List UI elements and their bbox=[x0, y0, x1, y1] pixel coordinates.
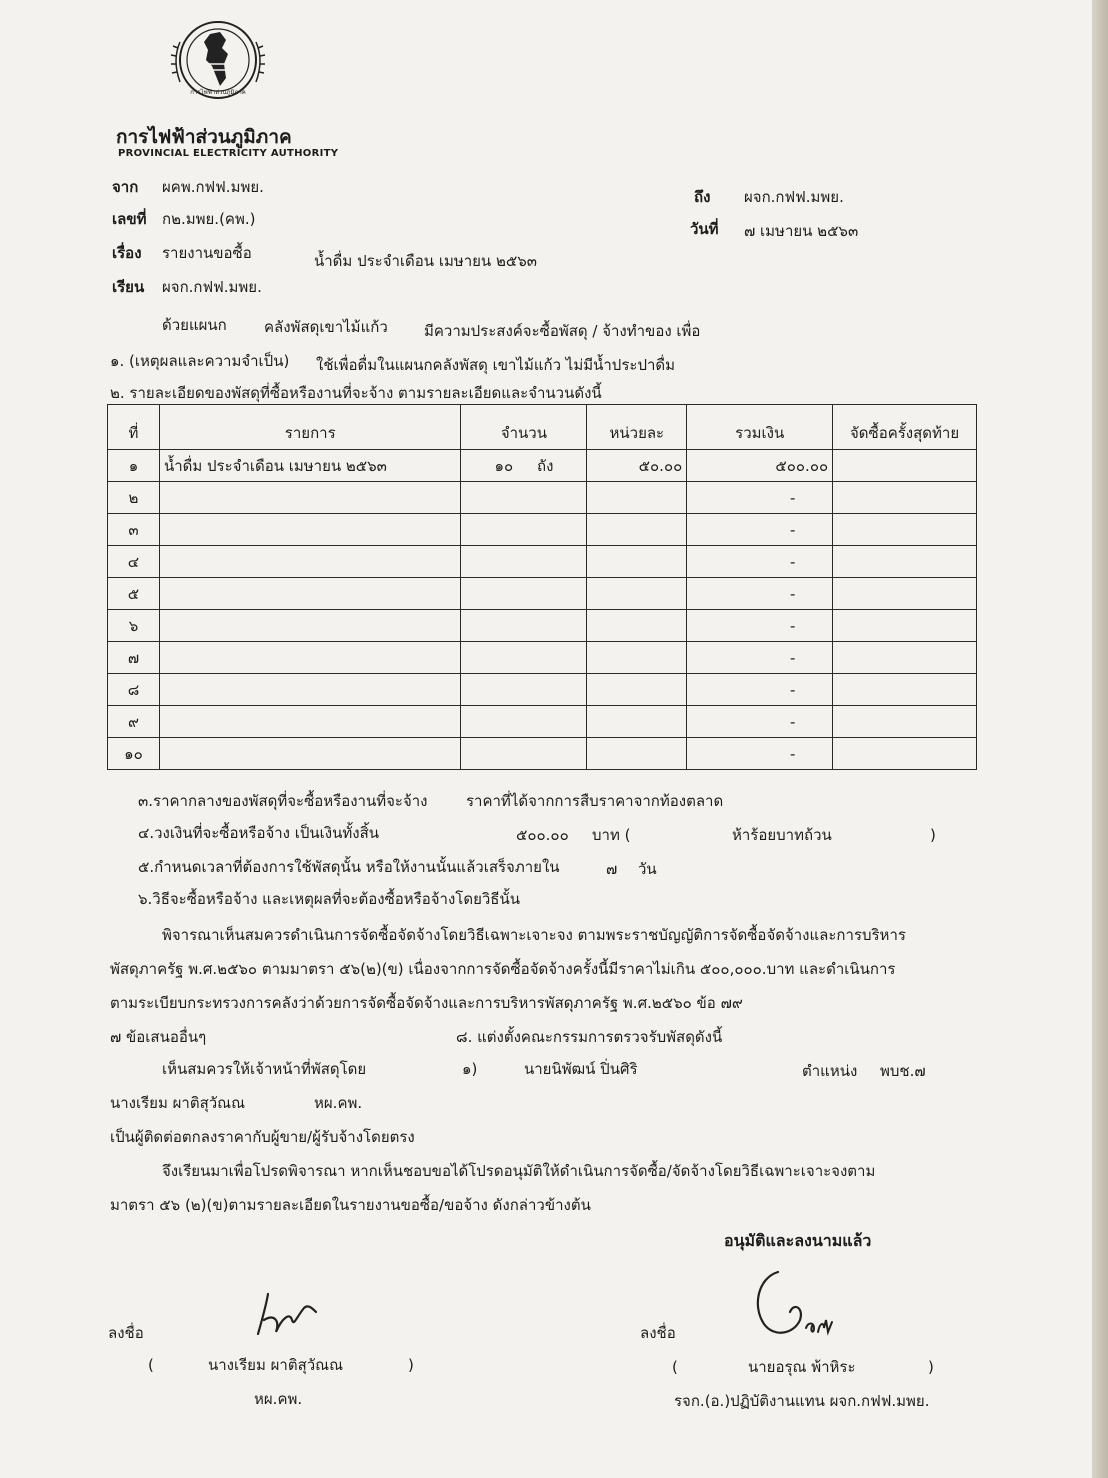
col-header-last-purchase: จัดซื้อครั้งสุดท้าย bbox=[833, 405, 977, 450]
row-last-purchase bbox=[833, 674, 977, 706]
row-last-purchase bbox=[833, 450, 977, 482]
budget-label: ๔.วงเงินที่จะซื้อหรือจ้าง เป็นเงินทั้งสิ้น bbox=[138, 824, 379, 842]
col-header-total: รวมเงิน bbox=[687, 405, 833, 450]
table-row bbox=[108, 738, 977, 770]
row-qty bbox=[461, 578, 587, 610]
row-item bbox=[159, 706, 461, 738]
row-no: ๑ bbox=[108, 450, 160, 482]
to-value: ผจก.กฟฟ.มพย. bbox=[744, 188, 844, 206]
row-item bbox=[159, 610, 461, 642]
row-last-purchase bbox=[833, 610, 977, 642]
row-item bbox=[159, 642, 461, 674]
row-item bbox=[159, 514, 461, 546]
pea-logo bbox=[160, 12, 278, 108]
deadline-unit: วัน bbox=[638, 860, 657, 878]
left-signer-name: นางเรียม ผาติสุวัณณ bbox=[208, 1356, 343, 1374]
row-total: - bbox=[687, 482, 833, 514]
date-value: ๗ เมษายน ๒๕๖๓ bbox=[744, 222, 859, 240]
table-row bbox=[108, 674, 977, 706]
row-total: ๕๐๐.๐๐ bbox=[687, 450, 833, 482]
row-last-purchase bbox=[833, 546, 977, 578]
method-paragraph-line1: พิจารณาเห็นสมควรดำเนินการจัดซื้อจัดจ้างโดยวิธีเฉพาะเจาะจง ตามพระราชบัญญัติการจัดซื้อจัดจ้างและการบริหาร bbox=[162, 926, 906, 944]
intro-purpose: มีความประสงค์จะซื้อพัสดุ / จ้างทำของ เพื่อ bbox=[424, 322, 701, 340]
subject-label: เรื่อง bbox=[112, 244, 142, 262]
col-header-unit-price: หน่วยละ bbox=[587, 405, 687, 450]
row-total: - bbox=[687, 514, 833, 546]
number-label: เลขที่ bbox=[112, 210, 147, 228]
dear-value: ผจก.กฟฟ.มพย. bbox=[162, 278, 262, 296]
left-sign-label: ลงชื่อ bbox=[108, 1324, 144, 1342]
row-item: น้ำดื่ม ประจำเดือน เมษายน ๒๕๖๓ bbox=[159, 450, 461, 482]
row-no: ๖ bbox=[108, 610, 160, 642]
right-signer-name: นายอรุณ พ้าหิระ bbox=[748, 1358, 856, 1376]
left-open-paren: ( bbox=[148, 1356, 154, 1374]
row-qty bbox=[461, 642, 587, 674]
row-qty bbox=[461, 738, 587, 770]
items-table bbox=[107, 404, 977, 770]
table-row bbox=[108, 450, 977, 482]
right-signer-position: รจก.(อ.)ปฏิบัติงานแทน ผจก.กฟฟ.มพย. bbox=[674, 1392, 930, 1410]
left-signer-position: หผ.คพ. bbox=[254, 1390, 303, 1408]
row-unit-price bbox=[587, 642, 687, 674]
committee-position-label: ตำแหน่ง bbox=[802, 1062, 858, 1080]
row-no: ๔ bbox=[108, 546, 160, 578]
right-signature bbox=[748, 1262, 844, 1342]
row-no: ๘ bbox=[108, 674, 160, 706]
subject-value: รายงานขอซื้อ bbox=[162, 244, 252, 262]
dear-label: เรียน bbox=[112, 278, 145, 296]
budget-amount: ๕๐๐.๐๐ bbox=[516, 826, 569, 844]
median-price-value: ราคาที่ได้จากการสืบราคาจากท้องตลาด bbox=[466, 792, 724, 810]
row-last-purchase bbox=[833, 482, 977, 514]
background-edge bbox=[1092, 0, 1108, 1478]
number-value: ก๒.มพย.(คพ.) bbox=[162, 210, 256, 228]
row-no: ๗ bbox=[108, 642, 160, 674]
date-label: วันที่ bbox=[690, 220, 719, 238]
col-header-item: รายการ bbox=[159, 405, 461, 450]
row-unit-price bbox=[587, 546, 687, 578]
row-last-purchase bbox=[833, 578, 977, 610]
left-signature bbox=[252, 1290, 322, 1338]
committee-position: พบช.๗ bbox=[880, 1062, 926, 1080]
row-qty bbox=[461, 514, 587, 546]
table-row bbox=[108, 578, 977, 610]
to-label: ถึง bbox=[694, 188, 711, 206]
right-close-paren: ) bbox=[928, 1358, 934, 1376]
org-name-thai: การไฟฟ้าส่วนภูมิภาค bbox=[116, 126, 292, 148]
intro-dept-label: ด้วยแผนก bbox=[162, 316, 227, 334]
median-price-label: ๓.ราคากลางของพัสดุที่จะซื้อหรืองานที่จะจ้าง bbox=[138, 792, 428, 810]
row-last-purchase bbox=[833, 738, 977, 770]
row-unit-price bbox=[587, 482, 687, 514]
row-unit-price bbox=[587, 514, 687, 546]
row-total: - bbox=[687, 610, 833, 642]
row-unit-price bbox=[587, 738, 687, 770]
row-item bbox=[159, 674, 461, 706]
details-heading: ๒. รายละเอียดของพัสดุที่ซื้อหรืองานที่จะจ้าง ตามรายละเอียดและจำนวนดังนี้ bbox=[110, 384, 602, 402]
committee-member-name: นายนิพัฒน์ ปิ่นศิริ bbox=[524, 1060, 638, 1078]
row-qty bbox=[461, 674, 587, 706]
table-row bbox=[108, 706, 977, 738]
row-qty bbox=[461, 482, 587, 514]
reason-value: ใช้เพื่อดื่มในแผนกคลังพัสดุ เขาไม้แก้ว ไม่มีน้ำประปาดื่ม bbox=[316, 356, 676, 374]
committee-member-no: ๑) bbox=[462, 1060, 478, 1078]
row-total: - bbox=[687, 706, 833, 738]
col-header-qty: จำนวน bbox=[461, 405, 587, 450]
method-paragraph-line2: พัสดุภาครัฐ พ.ศ.๒๕๖๐ ตามมาตรา ๕๖(๒)(ข) เนื่องจากการจัดซื้อจัดจ้างครั้งนี้มีราคาไม่เกิน ๕๐๐,๐๐๐.บาท และดำเนินการ bbox=[110, 960, 896, 978]
officer-name: นางเรียม ผาติสุวัณณ bbox=[110, 1094, 245, 1112]
row-unit-price bbox=[587, 578, 687, 610]
row-qty bbox=[461, 546, 587, 578]
row-qty bbox=[461, 450, 587, 482]
method-label: ๖.วิธีจะซื้อหรือจ้าง และเหตุผลที่จะต้องซื้อหรือจ้างโดยวิธีนั้น bbox=[138, 890, 520, 908]
table-row bbox=[108, 610, 977, 642]
committee-label: ๘. แต่งตั้งคณะกรรมการตรวจรับพัสดุดังนี้ bbox=[456, 1028, 723, 1046]
from-value: ผคพ.กฟฟ.มพย. bbox=[162, 178, 264, 196]
officer-position: หผ.คพ. bbox=[314, 1094, 363, 1112]
org-name-english: PROVINCIAL ELECTRICITY AUTHORITY bbox=[118, 148, 339, 159]
row-total: - bbox=[687, 674, 833, 706]
intro-dept-name: คลังพัสดุเขาไม้แก้ว bbox=[264, 318, 388, 336]
row-unit-price: ๕๐.๐๐ bbox=[587, 450, 687, 482]
col-header-no: ที่ bbox=[108, 405, 160, 450]
row-total: - bbox=[687, 578, 833, 610]
row-unit-price bbox=[587, 610, 687, 642]
row-qty bbox=[461, 706, 587, 738]
subject-detail: น้ำดื่ม ประจำเดือน เมษายน ๒๕๖๓ bbox=[314, 252, 537, 270]
table-row bbox=[108, 514, 977, 546]
budget-baht: บาท ( bbox=[592, 826, 631, 844]
approved-text: อนุมัติและลงนามแล้ว bbox=[724, 1231, 872, 1250]
row-last-purchase bbox=[833, 706, 977, 738]
row-item bbox=[159, 546, 461, 578]
table-row bbox=[108, 482, 977, 514]
budget-words: ห้าร้อยบาทถ้วน bbox=[732, 826, 832, 844]
row-qty-value: ๑๐ bbox=[494, 456, 514, 475]
row-total: - bbox=[687, 738, 833, 770]
svg-text:การไฟฟ้าส่วนภูมิภาค: การไฟฟ้าส่วนภูมิภาค bbox=[190, 89, 246, 96]
from-label: จาก bbox=[112, 178, 139, 196]
officer-role: เป็นผู้ติดต่อตกลงราคากับผู้ขาย/ผู้รับจ้างโดยตรง bbox=[110, 1128, 415, 1146]
officer-intro: เห็นสมควรให้เจ้าหน้าที่พัสดุโดย bbox=[162, 1060, 367, 1078]
row-item bbox=[159, 482, 461, 514]
row-item bbox=[159, 578, 461, 610]
row-total: - bbox=[687, 642, 833, 674]
right-open-paren: ( bbox=[672, 1358, 678, 1376]
request-line2: มาตรา ๕๖ (๒)(ข)ตามรายละเอียดในรายงานขอซื้อ/ขอจ้าง ดังกล่าวข้างต้น bbox=[110, 1196, 591, 1214]
row-no: ๙ bbox=[108, 706, 160, 738]
row-unit-price bbox=[587, 674, 687, 706]
row-no: ๕ bbox=[108, 578, 160, 610]
table-row bbox=[108, 642, 977, 674]
deadline-days: ๗ bbox=[606, 860, 618, 878]
right-sign-label: ลงชื่อ bbox=[640, 1324, 676, 1342]
other-suggestions-label: ๗ ข้อเสนออื่นๆ bbox=[110, 1028, 207, 1046]
table-row bbox=[108, 546, 977, 578]
row-no: ๑๐ bbox=[108, 738, 160, 770]
row-unit-price bbox=[587, 706, 687, 738]
method-paragraph-line3: ตามระเบียบกระทรวงการคลังว่าด้วยการจัดซื้อจัดจ้างและการบริหารพัสดุภาครัฐ พ.ศ.๒๕๖๐ ข้อ ๗๙ bbox=[110, 994, 743, 1012]
row-no: ๓ bbox=[108, 514, 160, 546]
left-close-paren: ) bbox=[408, 1356, 414, 1374]
row-total: - bbox=[687, 546, 833, 578]
row-qty bbox=[461, 610, 587, 642]
request-line1: จึงเรียนมาเพื่อโปรดพิจารณา หากเห็นชอบขอได้โปรดอนุมัติให้ดำเนินการจัดซื้อ/จัดจ้างโดยวิธีเฉพาะเจาะจงตาม bbox=[162, 1162, 876, 1180]
row-qty-unit: ถัง bbox=[536, 456, 554, 475]
row-no: ๒ bbox=[108, 482, 160, 514]
budget-close-paren: ) bbox=[930, 826, 936, 844]
row-last-purchase bbox=[833, 514, 977, 546]
table-header-row bbox=[108, 405, 977, 450]
row-item bbox=[159, 738, 461, 770]
reason-label: ๑. (เหตุผลและความจำเป็น) bbox=[110, 352, 290, 370]
deadline-label: ๕.กำหนดเวลาที่ต้องการใช้พัสดุนั้น หรือให้งานนั้นแล้วเสร็จภายใน bbox=[138, 858, 560, 876]
row-last-purchase bbox=[833, 642, 977, 674]
